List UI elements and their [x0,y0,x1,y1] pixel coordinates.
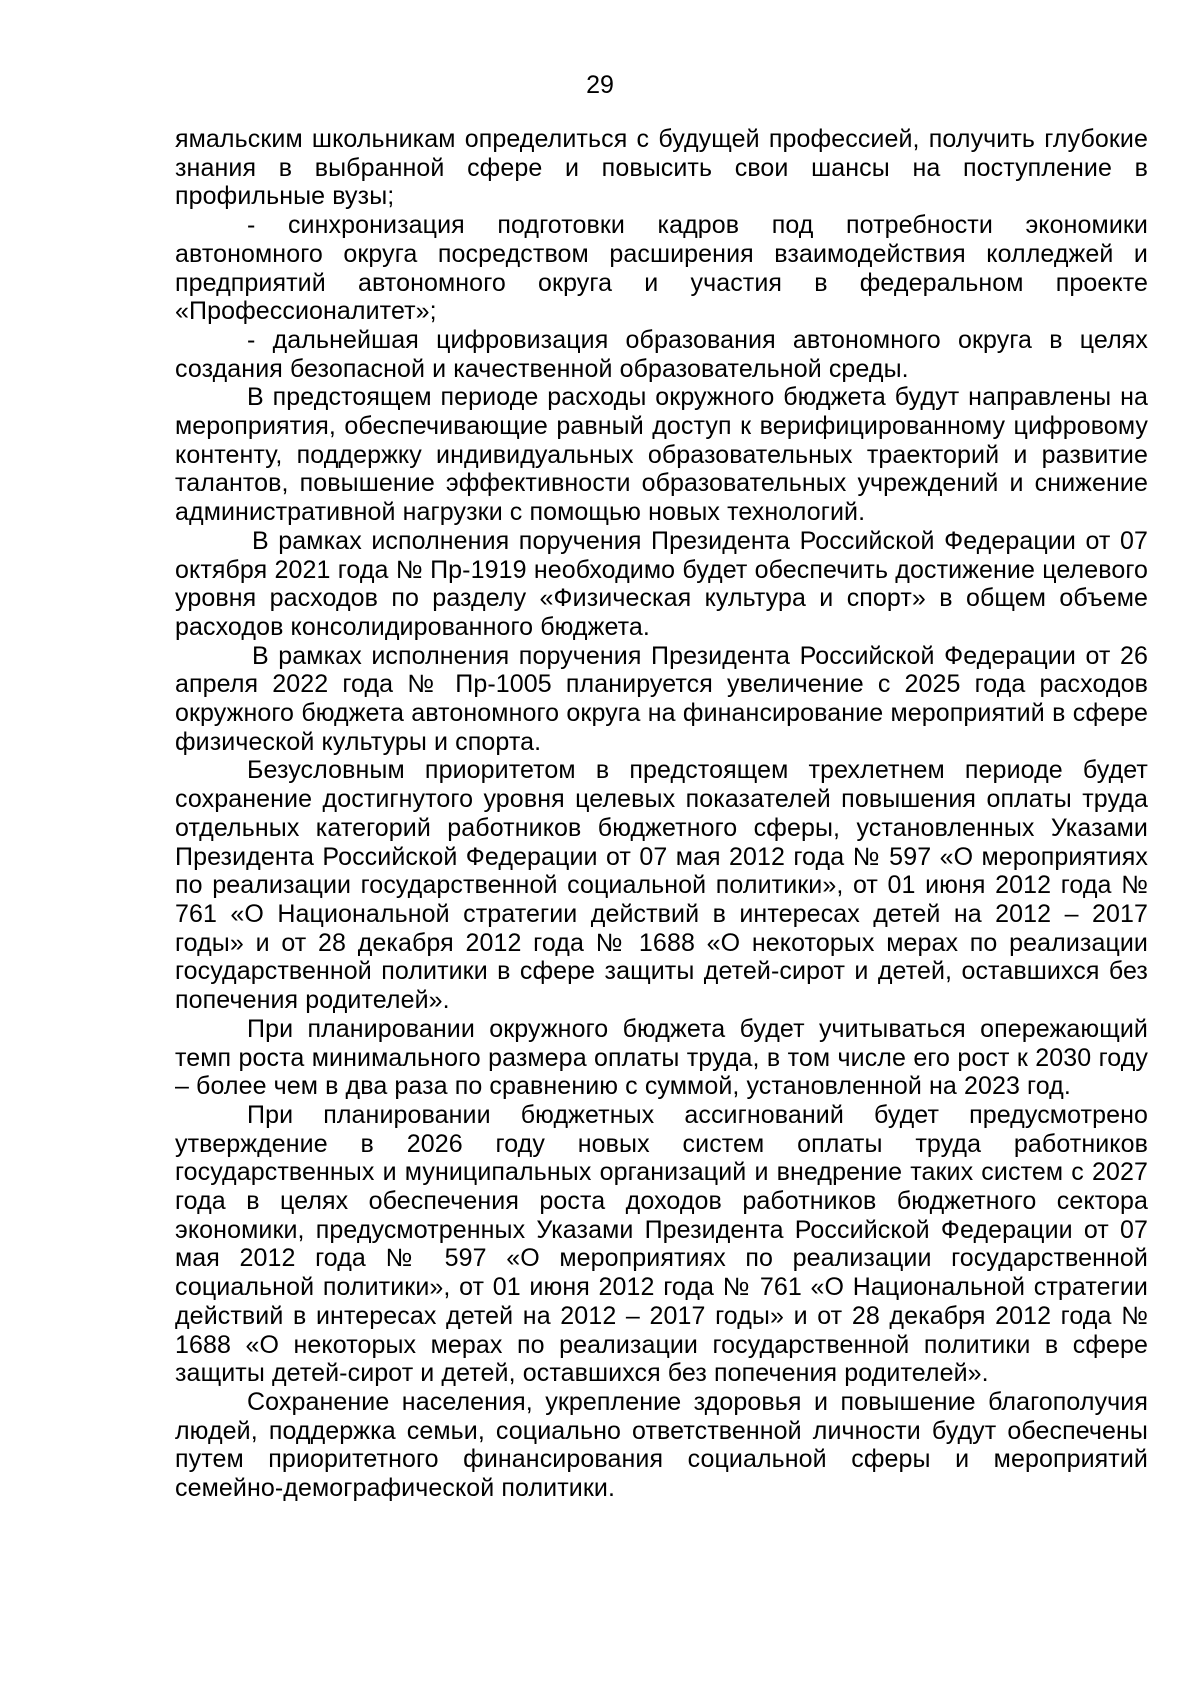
paragraph-education-expenses: В предстоящем периоде расходы окружного бюджета будут направлены на мероприятия, обеспечивающие равный доступ к верифицированному цифровому контенту, поддержку индивидуальных образовательных траекторий и развитие талантов, повышение эффективности образовательных учреждений и снижение административной нагрузки с помощью новых технологий. [175,383,1148,527]
list-item-personnel-training: - синхронизация подготовки кадров под потребности экономики автономного округа посредством расширения взаимодействия колледжей и предприятий автономного округа и участия в федеральном проекте «Профессионалитет»; [175,211,1148,326]
paragraph-sport-order-1005: В рамках исполнения поручения Президента Российской Федерации от 26 апреля 2022 года № Пр-1005 планируется увеличение с 2025 года расходов окружного бюджета автономного округа на финансирование мероприятий в сфере физической культуры и спорта. [175,641,1148,756]
document-body [175,125,1148,1503]
paragraph-new-pay-systems: При планировании бюджетных ассигнований будет предусмотрено утверждение в 2026 году новых систем оплаты труда работников государственных и муниципальных организаций и внедрение таких систем с 2027 года в целях обеспечения роста доходов работников бюджетного сектора экономики, предусмотренных Указами Президента Российской Федерации от 07 мая 2012 года № 597 «О мероприятиях по реализации государственной социальной политики», от 01 июня 2012 года № 761 «О Национальной стратегии действий в интересах детей на 2012 – 2017 годы» и от 28 декабря 2012 года № 1688 «О некоторых мерах по реализации государственной политики в сфере защиты детей-сирот и детей, оставшихся без попечения родителей». [175,1100,1148,1388]
paragraph-minimum-wage: При планировании окружного бюджета будет учитываться опережающий темп роста минимального размера оплаты труда, в том числе его рост к 2030 году – более чем в два раза по сравнению с суммой, установленной на 2023 год. [175,1014,1148,1101]
paragraph-salary-priority: Безусловным приоритетом в предстоящем трехлетнем периоде будет сохранение достигнутого уровня целевых показателей повышения оплаты труда отдельных категорий работников бюджетного сферы, установленных Указами Президента Российской Федерации от 07 мая 2012 года № 597 «О мероприятиях по реализации государственной социальной политики», от 01 июня 2012 года № 761 «О Национальной стратегии действий в интересах детей на 2012 – 2017 годы» и от 28 декабря 2012 года № 1688 «О некоторых мерах по реализации государственной политики в сфере защиты детей-сирот и детей, оставшихся без попечения родителей». [175,756,1148,1015]
paragraph-continued: ямальским школьникам определиться с будущей профессией, получить глубокие знания в выбранной сфере и повысить свои шансы на поступление в профильные вузы; [175,125,1148,211]
paragraph-sport-order-1919: В рамках исполнения поручения Президента Российской Федерации от 07 октября 2021 года № Пр-1919 необходимо будет обеспечить достижение целевого уровня расходов по разделу «Физическая культура и спорт» в общем объеме расходов консолидированного бюджета. [175,526,1148,641]
page-number: 29 [586,71,614,99]
paragraph-population-wellbeing: Сохранение населения, укрепление здоровья и повышение благополучия людей, поддержка семьи, социально ответственной личности будут обеспечены путем приоритетного финансирования социальной сферы и мероприятий семейно-демографической политики. [175,1387,1148,1503]
list-item-digitalization: - дальнейшая цифровизация образования автономного округа в целях создания безопасной и качественной образовательной среды. [175,325,1148,383]
